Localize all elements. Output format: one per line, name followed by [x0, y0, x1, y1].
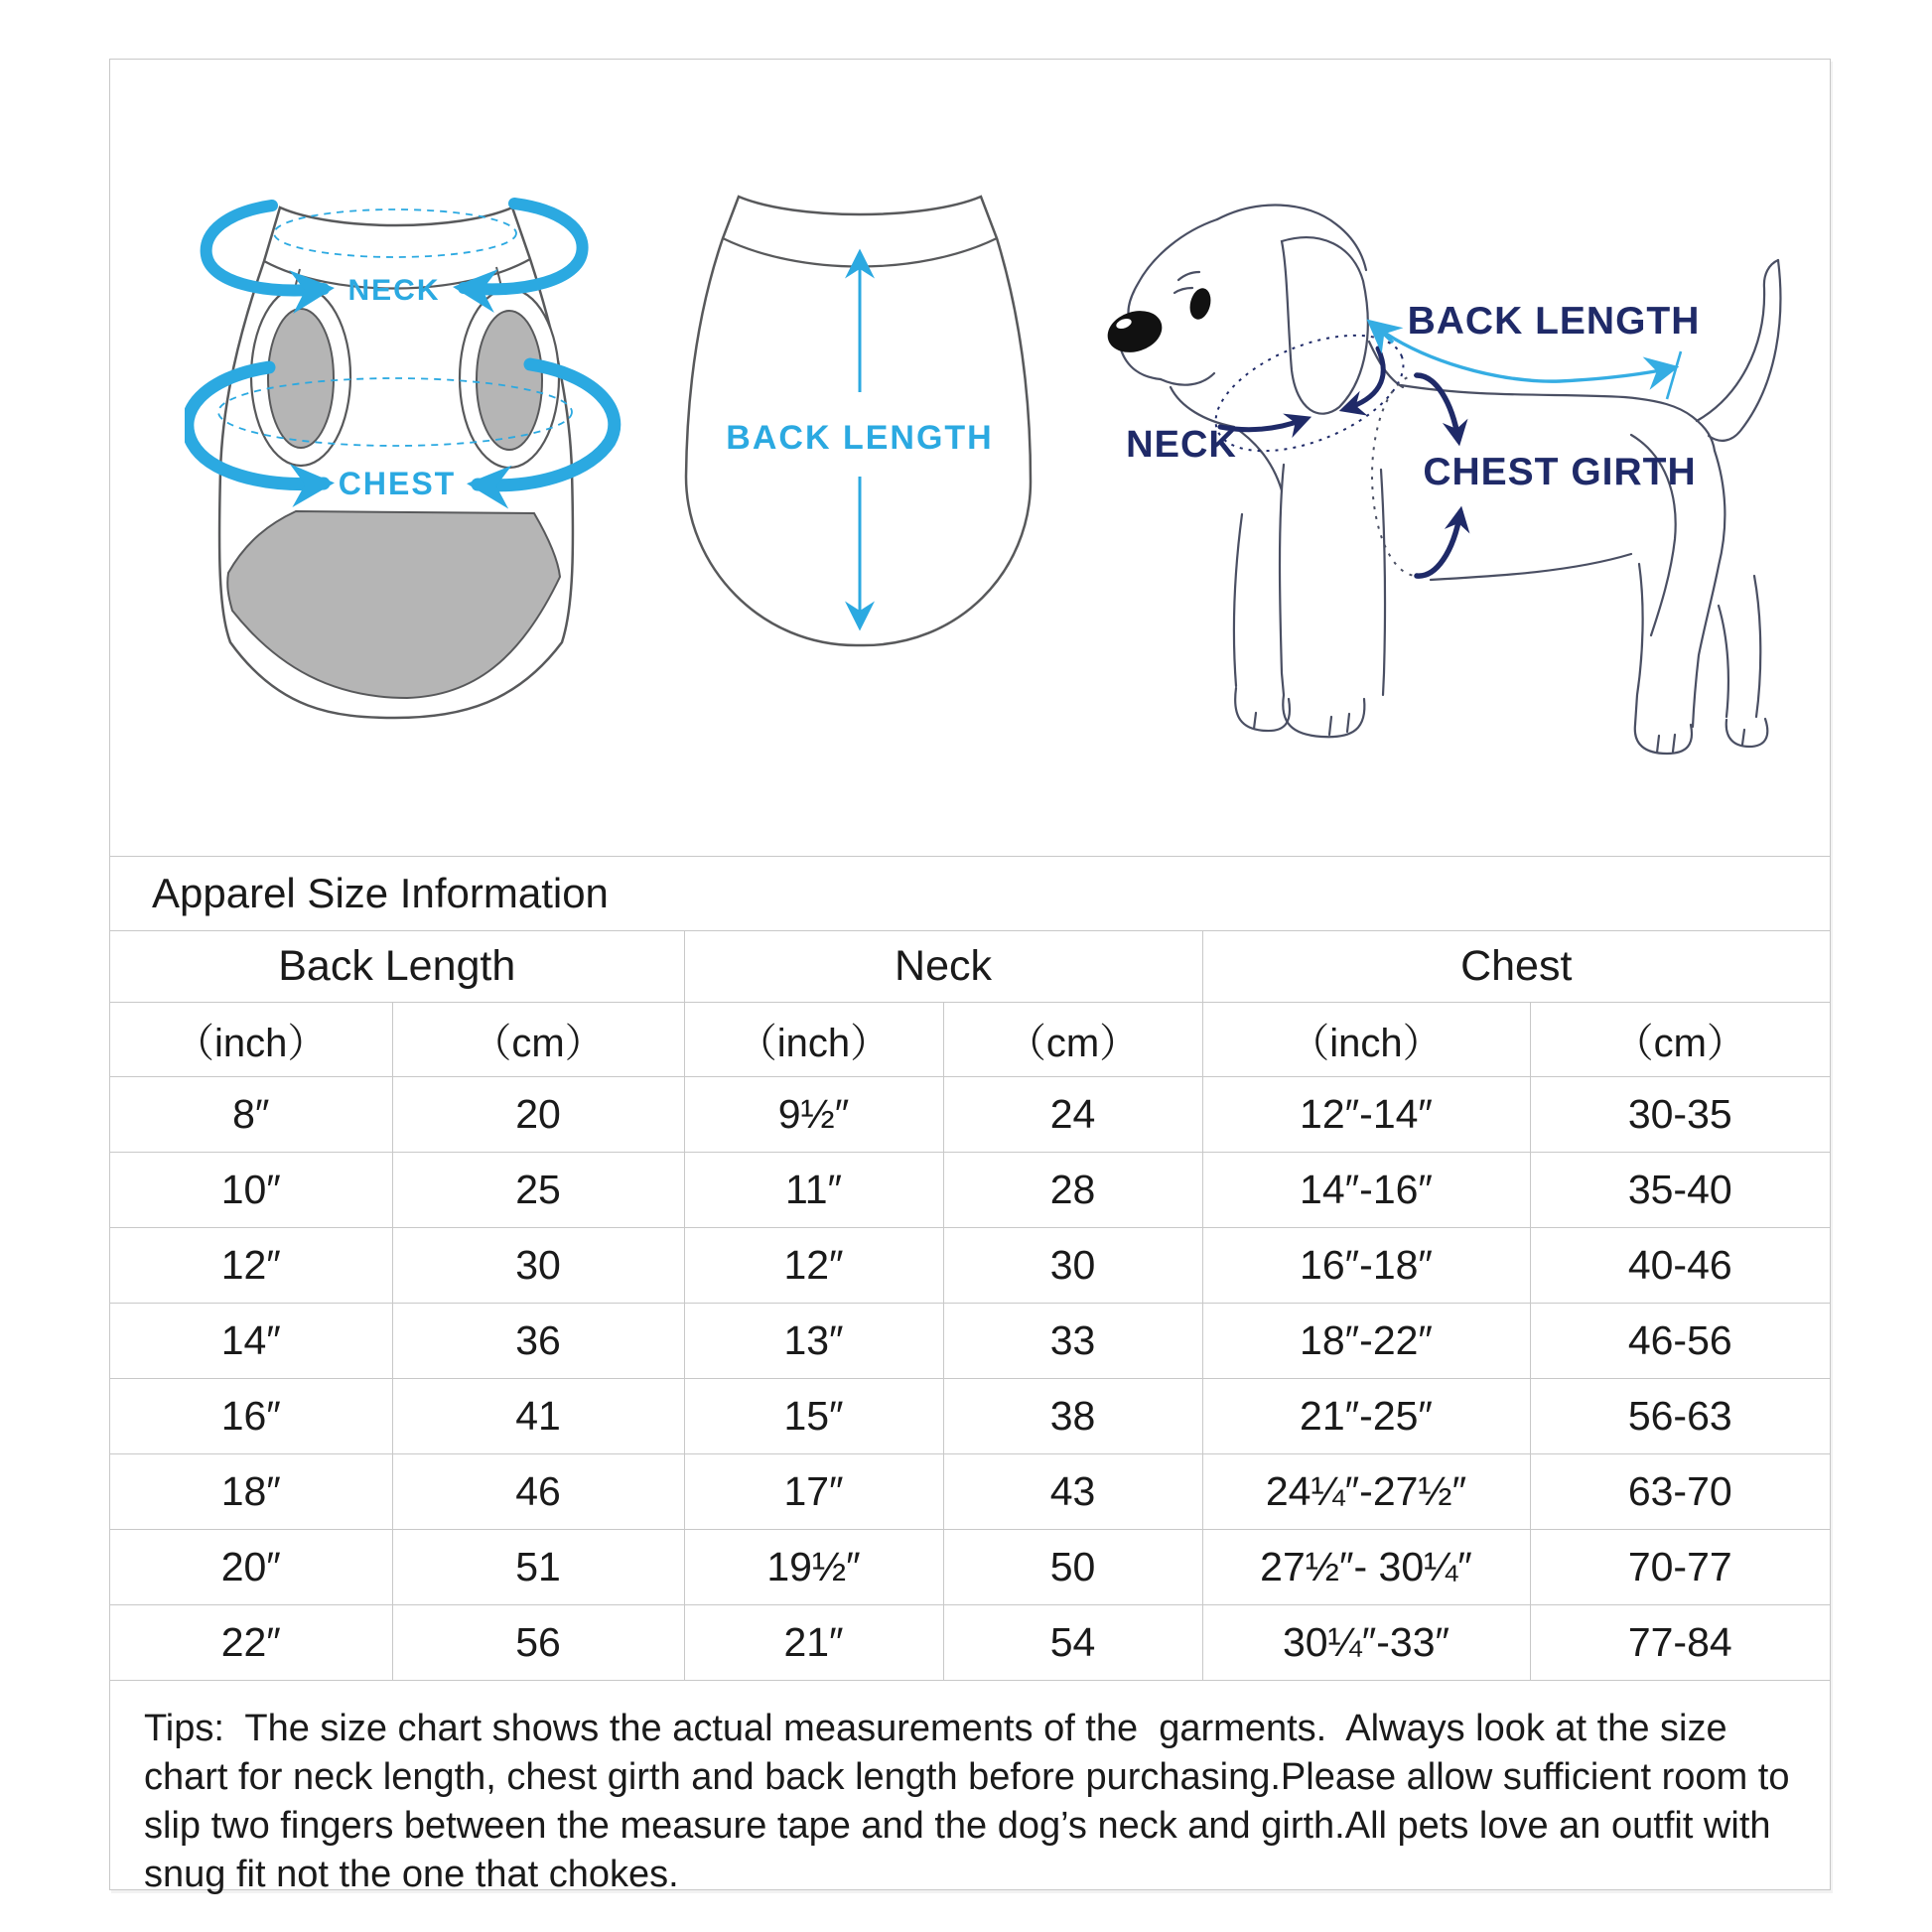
front-chest-label: CHEST — [338, 466, 457, 501]
table-row — [110, 1454, 1830, 1530]
table-cell: 70-77 — [1530, 1530, 1830, 1605]
dog-chest-girth-label: CHEST GIRTH — [1423, 451, 1697, 493]
table-cell: 12″-14″ — [1202, 1077, 1530, 1153]
measurement-diagrams — [110, 60, 1830, 856]
table-cell: 54 — [943, 1605, 1202, 1681]
table-row — [110, 1153, 1830, 1228]
unit-header-row — [110, 1003, 1830, 1077]
size-chart-panel — [109, 59, 1831, 1895]
dog-measurement-diagram — [1083, 137, 1828, 792]
table-cell: 18″-22″ — [1202, 1304, 1530, 1379]
table-cell: 14″-16″ — [1202, 1153, 1530, 1228]
table-cell: 33 — [943, 1304, 1202, 1379]
table-row — [110, 1605, 1830, 1681]
table-cell: 9½″ — [684, 1077, 943, 1153]
table-title: Apparel Size Information — [110, 856, 1830, 931]
col-header-back-length: Back Length — [110, 931, 684, 1003]
table-cell: 30 — [392, 1228, 684, 1304]
tips-text: Tips: The size chart shows the actual measurements of the garments. Always look at the size chart for neck length, chest girth and back length before purchasing.Please allow sufficient room to slip two fingers between the measure tape and the dog’s neck and girth.All pets love an outfit with snug fit not the one that chokes. — [110, 1680, 1830, 1899]
table-cell: 56-63 — [1530, 1379, 1830, 1454]
table-cell: 20 — [392, 1077, 684, 1153]
table-cell: 27½″- 30¼″ — [1202, 1530, 1530, 1605]
unit-header: （cm） — [1530, 1003, 1830, 1077]
col-header-neck: Neck — [684, 931, 1202, 1003]
table-cell: 30-35 — [1530, 1077, 1830, 1153]
table-cell: 40-46 — [1530, 1228, 1830, 1304]
table-cell: 38 — [943, 1379, 1202, 1454]
table-cell: 35-40 — [1530, 1153, 1830, 1228]
table-cell: 14″ — [110, 1304, 392, 1379]
table-row — [110, 1304, 1830, 1379]
unit-header: （inch） — [110, 1003, 392, 1077]
tail-base-tick — [1667, 351, 1681, 399]
unit-header: （inch） — [1202, 1003, 1530, 1077]
table-row — [110, 1077, 1830, 1153]
table-cell: 21″-25″ — [1202, 1379, 1530, 1454]
dog-eye — [1186, 286, 1213, 322]
table-cell: 8″ — [110, 1077, 392, 1153]
front-neck-label: NECK — [347, 274, 441, 307]
table-cell: 30¼″-33″ — [1202, 1605, 1530, 1681]
table-cell: 24 — [943, 1077, 1202, 1153]
table-cell: 18″ — [110, 1454, 392, 1530]
table-cell: 36 — [392, 1304, 684, 1379]
dog-chest-girth-dashed — [1372, 375, 1417, 576]
table-cell: 28 — [943, 1153, 1202, 1228]
table-cell: 19½″ — [684, 1530, 943, 1605]
dog-chest-girth-arc-bottom — [1417, 512, 1460, 576]
table-cell: 41 — [392, 1379, 684, 1454]
table-cell: 56 — [392, 1605, 684, 1681]
unit-header: （cm） — [392, 1003, 684, 1077]
table-cell: 22″ — [110, 1605, 392, 1681]
table-row — [110, 1228, 1830, 1304]
table-cell: 46-56 — [1530, 1304, 1830, 1379]
table-cell: 43 — [943, 1454, 1202, 1530]
table-cell: 12″ — [684, 1228, 943, 1304]
table-cell: 10″ — [110, 1153, 392, 1228]
table-cell: 21″ — [684, 1605, 943, 1681]
table-cell: 51 — [392, 1530, 684, 1605]
col-header-chest: Chest — [1202, 931, 1830, 1003]
table-cell: 77-84 — [1530, 1605, 1830, 1681]
table-row — [110, 1530, 1830, 1605]
back-length-label: BACK LENGTH — [726, 419, 994, 457]
dog-chest-girth-arc-top — [1417, 375, 1458, 440]
table-cell: 63-70 — [1530, 1454, 1830, 1530]
table-cell: 17″ — [684, 1454, 943, 1530]
front-garment-diagram — [185, 194, 631, 730]
apparel-size-table — [110, 931, 1830, 1680]
table-cell: 11″ — [684, 1153, 943, 1228]
table-cell: 12″ — [110, 1228, 392, 1304]
dog-ear — [1282, 237, 1368, 413]
dog-back-length-label: BACK LENGTH — [1407, 300, 1701, 343]
table-cell: 30 — [943, 1228, 1202, 1304]
back-garment-diagram — [681, 189, 1038, 665]
table-cell: 16″ — [110, 1379, 392, 1454]
table-cell: 13″ — [684, 1304, 943, 1379]
group-header-row — [110, 931, 1830, 1003]
table-cell: 15″ — [684, 1379, 943, 1454]
table-cell: 16″-18″ — [1202, 1228, 1530, 1304]
dog-neck-label: NECK — [1126, 424, 1237, 466]
table-cell: 20″ — [110, 1530, 392, 1605]
table-cell: 46 — [392, 1454, 684, 1530]
table-row — [110, 1379, 1830, 1454]
table-cell: 25 — [392, 1153, 684, 1228]
table-cell: 24¼″-27½″ — [1202, 1454, 1530, 1530]
unit-header: （cm） — [943, 1003, 1202, 1077]
dog-nose — [1102, 304, 1168, 358]
unit-header: （inch） — [684, 1003, 943, 1077]
table-cell: 50 — [943, 1530, 1202, 1605]
